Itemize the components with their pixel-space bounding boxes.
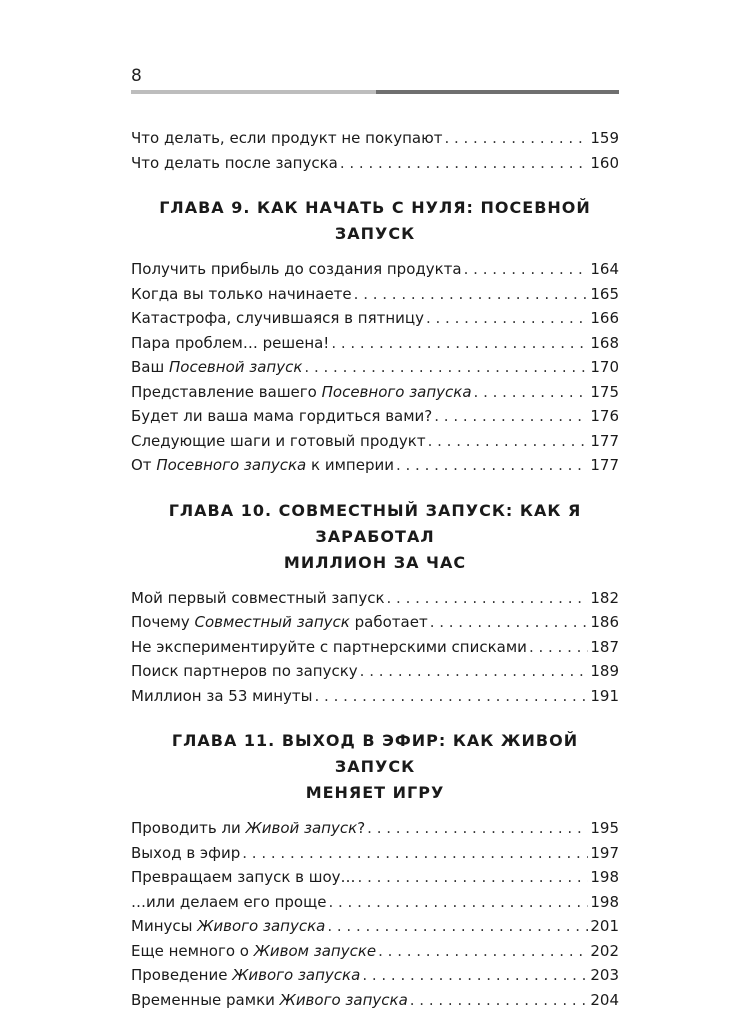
header-rule — [131, 90, 619, 94]
chapter-heading-line: ГЛАВА 11. ВЫХОД В ЭФИР: КАК ЖИВОЙ ЗАПУСК — [131, 728, 619, 780]
toc-leader-dots — [396, 453, 588, 478]
toc-entry-title: Представление вашего Посевного запуска — [131, 380, 472, 405]
toc-leader-dots — [430, 610, 589, 635]
toc-leader-dots — [327, 914, 588, 939]
chapter-heading — [131, 728, 619, 806]
page-number: 8 — [131, 66, 142, 86]
toc-entry-title: Временные рамки Живого запуска — [131, 988, 408, 1012]
toc-leader-dots — [340, 151, 589, 176]
toc-entry[interactable] — [131, 126, 619, 151]
toc-page-number: 164 — [590, 257, 619, 282]
toc-entry-title: Превращаем запуск в шоу… — [131, 865, 356, 890]
toc-entry-title: От Посевного запуска к империи — [131, 453, 394, 478]
toc-page-number: 160 — [590, 151, 619, 176]
toc-page-number: 177 — [590, 429, 619, 454]
toc-page-number: 186 — [590, 610, 619, 635]
toc-entry[interactable] — [131, 963, 619, 988]
toc-page-number: 176 — [590, 404, 619, 429]
toc-entry[interactable] — [131, 404, 619, 429]
toc-entry[interactable] — [131, 355, 619, 380]
toc-page-number: 177 — [590, 453, 619, 478]
chapter-heading-line: МИЛЛИОН ЗА ЧАС — [131, 550, 619, 576]
toc-leader-dots — [387, 586, 589, 611]
toc-leader-dots — [331, 331, 588, 356]
toc-entry-title: Что делать, если продукт не покупают — [131, 126, 442, 151]
toc-leader-dots — [328, 890, 588, 915]
toc-entry-title: …или делаем его проще — [131, 890, 326, 915]
toc-entry[interactable] — [131, 257, 619, 282]
toc-entry-title: Когда вы только начинаете — [131, 282, 352, 307]
toc-leader-dots — [242, 841, 588, 866]
toc-entry[interactable] — [131, 684, 619, 709]
toc-entry[interactable] — [131, 610, 619, 635]
toc-page-number: 191 — [590, 684, 619, 709]
chapter-heading — [131, 498, 619, 576]
toc-entry[interactable] — [131, 865, 619, 890]
toc-page-number: 202 — [590, 939, 619, 964]
toc-entry-title: Проводить ли Живой запуск? — [131, 816, 365, 841]
toc-entry-title: Выход в эфир — [131, 841, 240, 866]
toc-entry[interactable] — [131, 453, 619, 478]
toc-entry-title: Поиск партнеров по запуску — [131, 659, 358, 684]
toc-leader-dots — [362, 963, 588, 988]
toc-entry[interactable] — [131, 635, 619, 660]
toc-page-number: 187 — [590, 635, 619, 660]
toc-leader-dots — [464, 257, 589, 282]
toc-entry-title: Ваш Посевной запуск — [131, 355, 302, 380]
toc-entry-title: Пара проблем… решена! — [131, 331, 329, 356]
toc-entry[interactable] — [131, 331, 619, 356]
table-of-contents — [131, 126, 619, 1012]
toc-entry[interactable] — [131, 380, 619, 405]
toc-leader-dots — [444, 126, 588, 151]
toc-entry[interactable] — [131, 890, 619, 915]
toc-entry-title: Мой первый совместный запуск — [131, 586, 385, 611]
toc-leader-dots — [474, 380, 589, 405]
toc-page-number: 197 — [590, 841, 619, 866]
toc-leader-dots — [434, 404, 588, 429]
toc-entry[interactable] — [131, 151, 619, 176]
toc-page-number: 170 — [590, 355, 619, 380]
toc-page-number: 204 — [590, 988, 619, 1012]
header-rule-light — [131, 90, 376, 94]
toc-leader-dots — [360, 659, 589, 684]
toc-entry-title: Не экспериментируйте с партнерскими списками — [131, 635, 527, 660]
toc-entry[interactable] — [131, 659, 619, 684]
toc-entry-title: Катастрофа, случившаяся в пятницу — [131, 306, 424, 331]
toc-page-number: 195 — [590, 816, 619, 841]
toc-entry[interactable] — [131, 816, 619, 841]
toc-page-number: 201 — [590, 914, 619, 939]
toc-leader-dots — [378, 939, 588, 964]
toc-leader-dots — [426, 306, 588, 331]
toc-entry[interactable] — [131, 306, 619, 331]
toc-leader-dots — [304, 355, 588, 380]
toc-entry[interactable] — [131, 282, 619, 307]
toc-entry[interactable] — [131, 939, 619, 964]
toc-entry[interactable] — [131, 429, 619, 454]
toc-leader-dots — [315, 684, 589, 709]
toc-page-number: 203 — [590, 963, 619, 988]
toc-entry-title: Будет ли ваша мама гордиться вами? — [131, 404, 432, 429]
toc-leader-dots — [428, 429, 589, 454]
chapter-heading-line: ГЛАВА 10. СОВМЕСТНЫЙ ЗАПУСК: КАК Я ЗАРАБОТАЛ — [131, 498, 619, 550]
toc-page-number: 166 — [590, 306, 619, 331]
toc-entry-title: Минусы Живого запуска — [131, 914, 325, 939]
toc-page-number: 182 — [590, 586, 619, 611]
toc-page-number: 168 — [590, 331, 619, 356]
chapter-heading-line: МЕНЯЕТ ИГРУ — [131, 780, 619, 806]
toc-page-number: 198 — [590, 865, 619, 890]
toc-entry-title: Получить прибыль до создания продукта — [131, 257, 462, 282]
toc-entry[interactable] — [131, 586, 619, 611]
toc-entry[interactable] — [131, 914, 619, 939]
toc-page-number: 159 — [590, 126, 619, 151]
toc-page-number: 198 — [590, 890, 619, 915]
toc-entry-title: Что делать после запуска — [131, 151, 338, 176]
toc-entry-title: Миллион за 53 минуты — [131, 684, 313, 709]
toc-leader-dots — [358, 865, 589, 890]
toc-entry-title: Еще немного о Живом запуске — [131, 939, 376, 964]
toc-leader-dots — [529, 635, 588, 660]
toc-leader-dots — [354, 282, 589, 307]
toc-entry-title: Следующие шаги и готовый продукт — [131, 429, 426, 454]
toc-entry-title: Почему Совместный запуск работает — [131, 610, 428, 635]
toc-page-number: 189 — [590, 659, 619, 684]
toc-leader-dots — [367, 816, 588, 841]
chapter-heading — [131, 195, 619, 247]
chapter-heading-line: ГЛАВА 9. КАК НАЧАТЬ С НУЛЯ: ПОСЕВНОЙ ЗАПУСК — [131, 195, 619, 247]
toc-page-number: 175 — [590, 380, 619, 405]
header-rule-dark — [376, 90, 619, 94]
toc-entry[interactable] — [131, 841, 619, 866]
toc-page-number: 165 — [590, 282, 619, 307]
toc-entry-title: Проведение Живого запуска — [131, 963, 360, 988]
